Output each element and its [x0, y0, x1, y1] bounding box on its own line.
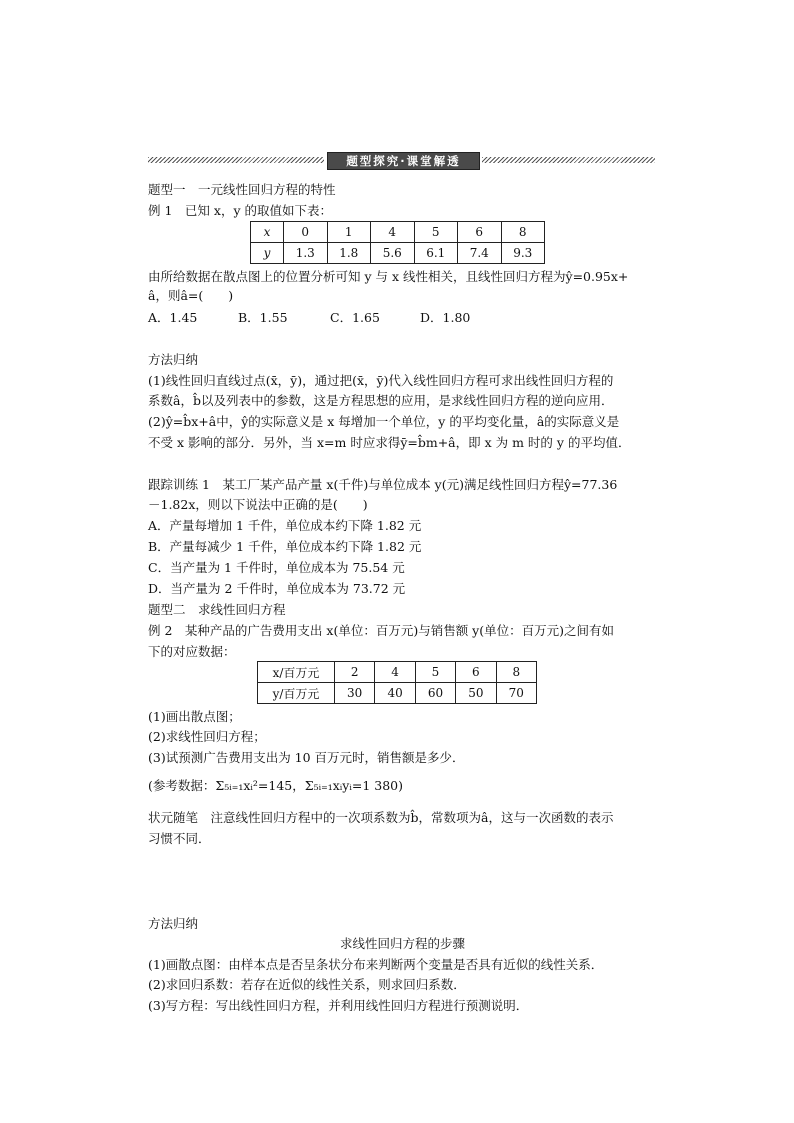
banner-label: 题型探究·课堂解透	[346, 154, 461, 168]
example2-line1: 例 2 某种产品的广告费用支出 x(单位：百万元)与销售额 y(单位：百万元)之间有如	[148, 623, 614, 638]
table-cell: 5	[415, 662, 455, 683]
banner-hatch-right	[482, 157, 655, 163]
table-row	[251, 222, 545, 243]
table-cell: 8	[501, 222, 545, 243]
example1-option-a: A．1.45	[148, 310, 198, 325]
note-line1: 状元随笔 注意线性回归方程中的一次项系数为b̂，常数项为â，这与一次函数的表示	[148, 810, 614, 825]
table-cell: 0	[284, 222, 328, 243]
method1-p2-line1: (2)ŷ=b̂x+â中，ŷ的实际意义是 x 每增加一个单位，y 的平均变化量，â的实际意义是	[148, 414, 620, 429]
table-cell: 30	[335, 683, 375, 704]
exercise1-line2: －1.82x，则以下说法中正确的是( )	[148, 497, 368, 512]
table-cell: 40	[375, 683, 415, 704]
table-cell: 6	[458, 222, 502, 243]
table-cell: 8	[496, 662, 536, 683]
example1-table	[250, 221, 545, 264]
table-cell: 70	[496, 683, 536, 704]
example1-question-line2: â，则â=( )	[148, 288, 234, 303]
exercise1-option-b: B．产量每减少 1 千件，单位成本约下降 1.82 元	[148, 539, 422, 554]
section1-title: 题型一 一元线性回归方程的特性	[148, 182, 336, 197]
example1-question-line1: 由所给数据在散点图上的位置分析可知 y 与 x 线性相关，且线性回归方程为ŷ=0.95x+	[148, 269, 629, 284]
method2-step-1: (1)画散点图：由样本点是否呈条状分布来判断两个变量是否具有近似的线性关系．	[148, 957, 604, 972]
method2-step-2: (2)求回归系数：若存在近似的线性关系，则求回归系数．	[148, 977, 466, 992]
example2-item-3: (3)试预测广告费用支出为 10 百万元时，销售额是多少．	[148, 750, 465, 765]
example2-item-1: (1)画出散点图；	[148, 709, 241, 724]
table-cell: 50	[456, 683, 496, 704]
table-cell: 1	[327, 222, 371, 243]
example1-option-c: C．1.65	[330, 310, 380, 325]
example2-line2: 下的对应数据：	[148, 644, 236, 659]
table-cell: 6	[456, 662, 496, 683]
example1-option-d: D．1.80	[420, 310, 471, 325]
table-cell: 2	[335, 662, 375, 683]
table-cell: 9.3	[501, 243, 545, 264]
table-cell: y/百万元	[258, 683, 335, 704]
table-cell: 6.1	[414, 243, 458, 264]
section-banner	[148, 154, 655, 166]
banner-hatch-left	[148, 157, 324, 163]
table-cell: x/百万元	[258, 662, 335, 683]
table-row	[251, 243, 545, 264]
exercise1-option-c: C．当产量为 1 千件时，单位成本为 75.54 元	[148, 560, 405, 575]
table-cell: y	[251, 243, 284, 264]
table-cell: x	[251, 222, 284, 243]
section2-title: 题型二 求线性回归方程	[148, 602, 286, 617]
table-cell: 1.3	[284, 243, 328, 264]
method2-heading: 方法归纳	[148, 916, 199, 931]
exercise1-option-a: A．产量每增加 1 千件，单位成本约下降 1.82 元	[148, 518, 422, 533]
table-cell: 1.8	[327, 243, 371, 264]
example2-item-2: (2)求线性回归方程；	[148, 729, 266, 744]
table-cell: 60	[415, 683, 455, 704]
table-cell: 5	[414, 222, 458, 243]
example2-reference: (参考数据：Σ₅ᵢ₌₁xᵢ²=145，Σ₅ᵢ₌₁xᵢyᵢ=1 380)	[148, 778, 404, 793]
table-row	[258, 662, 537, 683]
method2-title: 求线性回归方程的步骤	[340, 936, 466, 951]
table-cell: 5.6	[371, 243, 415, 264]
method1-p2-line2: 不受 x 影响的部分．另外，当 x=m 时应求得ȳ=b̂m+â，即 x 为 m 时的 y 的平均值．	[148, 435, 631, 450]
table-cell: 4	[375, 662, 415, 683]
example1-intro: 例 1 已知 x，y 的取值如下表：	[148, 203, 332, 218]
method1-heading: 方法归纳	[148, 352, 199, 367]
table-cell: 4	[371, 222, 415, 243]
table-row	[258, 683, 537, 704]
example1-option-b: B．1.55	[238, 310, 288, 325]
method1-p1-line2: 系数â，b̂以及列表中的参数，这是方程思想的应用，是求线性回归方程的逆向应用．	[148, 393, 614, 408]
example2-table	[257, 661, 537, 704]
exercise1-option-d: D．当产量为 2 千件时，单位成本为 73.72 元	[148, 581, 406, 596]
table-cell: 7.4	[458, 243, 502, 264]
method1-p1-line1: (1)线性回归直线过点(x̄，ȳ)，通过把(x̄，ȳ)代入线性回归方程可求出线性回归方程的	[148, 373, 614, 388]
banner-label-box	[327, 152, 480, 170]
note-line2: 习惯不同．	[148, 831, 211, 846]
method2-step-3: (3)写方程：写出线性回归方程，并利用线性回归方程进行预测说明．	[148, 998, 529, 1013]
exercise1-line1: 跟踪训练 1 某工厂某产品产量 x(千件)与单位成本 y(元)满足线性回归方程ŷ=77.36	[148, 477, 618, 492]
